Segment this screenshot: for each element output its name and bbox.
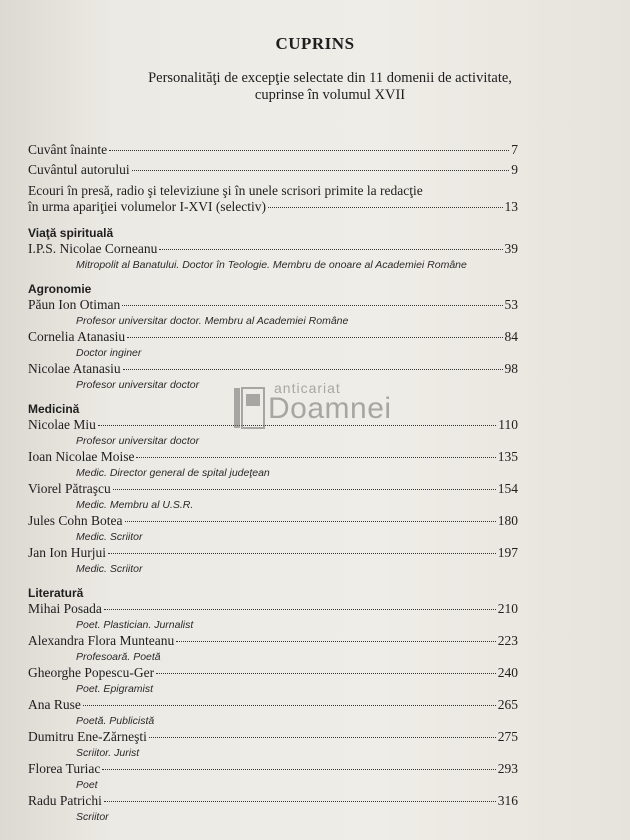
dot-leader bbox=[125, 521, 496, 522]
entry-description: Poet. Plastician. Jurnalist bbox=[76, 619, 194, 631]
toc-row-intro bbox=[28, 162, 518, 179]
section-heading: Agronomie bbox=[28, 282, 92, 296]
entry-label-line-2: în urma apariţiei volumelor I-XVI (selectiv) bbox=[28, 199, 267, 214]
page-number: 197 bbox=[497, 545, 518, 560]
entry-description: Scriitor. Jurist bbox=[76, 747, 140, 759]
page-number: 53 bbox=[504, 297, 518, 312]
toc-entry-row bbox=[28, 241, 518, 258]
toc-entry-row bbox=[28, 297, 518, 314]
page-title: CUPRINS bbox=[275, 34, 355, 53]
subtitle-line-2: cuprinse în volumul XVII bbox=[254, 87, 406, 103]
page-number: 275 bbox=[497, 729, 518, 744]
section-heading: Medicină bbox=[28, 402, 80, 416]
page-number: 13 bbox=[504, 199, 518, 214]
entry-description: Medic. Scriitor bbox=[76, 563, 143, 575]
entry-label: Jan Ion Hurjui bbox=[28, 545, 106, 560]
entry-label: Păun Ion Otiman bbox=[28, 297, 121, 312]
toc-entry-row bbox=[28, 697, 518, 714]
page-number: 135 bbox=[497, 449, 518, 464]
page-number: 154 bbox=[497, 481, 518, 496]
entry-description: Profesoară. Poetă bbox=[76, 651, 161, 663]
dot-leader bbox=[268, 207, 502, 208]
page-number: 7 bbox=[511, 142, 518, 157]
toc-entry-row bbox=[28, 601, 518, 618]
dot-leader bbox=[123, 369, 503, 370]
dot-leader bbox=[122, 305, 502, 306]
toc-entry-row bbox=[28, 449, 518, 466]
page-number: 110 bbox=[498, 417, 518, 432]
section-heading: Literatură bbox=[28, 586, 84, 600]
entry-description: Medic. Membru al U.S.R. bbox=[76, 499, 194, 511]
dot-leader bbox=[104, 609, 496, 610]
dot-leader bbox=[159, 249, 502, 250]
toc-entry-row bbox=[28, 481, 518, 498]
toc-entry-row bbox=[28, 665, 518, 682]
dot-leader bbox=[108, 553, 496, 554]
page-number: 316 bbox=[497, 793, 518, 808]
entry-label: Alexandra Flora Munteanu bbox=[28, 633, 175, 648]
page-number: 180 bbox=[497, 513, 518, 528]
watermark-top-text: anticariat bbox=[274, 380, 341, 396]
entry-description: Doctor inginer bbox=[76, 347, 142, 359]
entry-description: Medic. Scriitor bbox=[76, 531, 143, 543]
dot-leader bbox=[176, 641, 496, 642]
toc-entry-row bbox=[28, 633, 518, 650]
entry-label: Dumitru Ene-Zărneşti bbox=[28, 729, 147, 744]
entry-label: Cuvântul autorului bbox=[28, 162, 130, 177]
page-number: 84 bbox=[504, 329, 518, 344]
dot-leader bbox=[83, 705, 496, 706]
entry-label: Cornelia Atanasiu bbox=[28, 329, 126, 344]
entry-label: Mihai Posada bbox=[28, 601, 102, 616]
watermark-main-text: Doamnei bbox=[268, 392, 392, 425]
entry-description: Profesor universitar doctor. Membru al Academiei Române bbox=[76, 315, 349, 327]
entry-label: Florea Turiac bbox=[28, 761, 101, 776]
entry-label: Cuvânt înainte bbox=[28, 142, 108, 157]
page-number: 265 bbox=[497, 697, 518, 712]
page-number: 9 bbox=[511, 162, 518, 177]
page-number: 39 bbox=[504, 241, 518, 256]
entry-description: Poet. Epigramist bbox=[76, 683, 154, 695]
entry-label-line-1: Ecouri în presă, radio şi televiziune şi în unele scrisori primite la redacţie bbox=[28, 183, 423, 198]
dot-leader bbox=[102, 769, 495, 770]
entry-label: Nicolae Atanasiu bbox=[28, 361, 121, 376]
dot-leader bbox=[132, 170, 510, 171]
entry-label: Viorel Pătraşcu bbox=[28, 481, 111, 496]
page-number: 223 bbox=[497, 633, 518, 648]
page-number: 293 bbox=[497, 761, 518, 776]
toc-entry-row bbox=[28, 329, 518, 346]
entry-description: Scriitor bbox=[76, 811, 109, 823]
watermark-logo-icon bbox=[232, 384, 266, 430]
page-number: 210 bbox=[497, 601, 518, 616]
entry-description: Poet bbox=[76, 779, 98, 791]
watermark bbox=[232, 378, 410, 448]
dot-leader bbox=[136, 457, 495, 458]
table-of-contents bbox=[28, 140, 518, 825]
toc-entry-row bbox=[28, 361, 518, 378]
dot-leader bbox=[149, 737, 496, 738]
toc-entry-row bbox=[28, 761, 518, 778]
entry-description: Medic. Director general de spital judeţean bbox=[76, 467, 270, 479]
dot-leader bbox=[104, 801, 496, 802]
page-number: 240 bbox=[497, 665, 518, 680]
entry-label: Ana Ruse bbox=[28, 697, 81, 712]
intro-block bbox=[28, 142, 518, 179]
dot-leader bbox=[113, 489, 496, 490]
toc-entry-row bbox=[28, 545, 518, 562]
entry-description: Profesor universitar doctor bbox=[76, 435, 200, 447]
entry-label: Gheorghe Popescu-Ger bbox=[28, 665, 155, 680]
toc-entry-row bbox=[28, 513, 518, 530]
toc-row-echo bbox=[28, 183, 518, 215]
subtitle-line-1: Personalităţi de excepţie selectate din 11 domenii de activitate, bbox=[148, 70, 512, 86]
entry-description: Poetă. Publicistă bbox=[76, 715, 155, 727]
toc-row-intro bbox=[28, 142, 518, 159]
toc-entry-row bbox=[28, 793, 518, 810]
page-number: 98 bbox=[504, 361, 518, 376]
entry-label: Radu Patrichi bbox=[28, 793, 102, 808]
dot-leader bbox=[127, 337, 502, 338]
toc-entry-row bbox=[28, 729, 518, 746]
entry-label: Jules Cohn Botea bbox=[28, 513, 123, 528]
entry-label: I.P.S. Nicolae Corneanu bbox=[28, 241, 158, 256]
entry-label: Nicolae Miu bbox=[28, 417, 96, 432]
page-subtitle bbox=[60, 70, 600, 104]
entry-label-line-2-row bbox=[28, 199, 518, 215]
dot-leader bbox=[109, 150, 509, 151]
dot-leader bbox=[156, 673, 496, 674]
entry-description: Mitropolit al Banatului. Doctor în Teologie. Membru de onoare al Academiei Române bbox=[76, 259, 467, 271]
section-heading: Viaţă spirituală bbox=[28, 226, 114, 240]
entry-label: Ioan Nicolae Moise bbox=[28, 449, 135, 464]
entry-description: Profesor universitar doctor bbox=[76, 379, 200, 391]
